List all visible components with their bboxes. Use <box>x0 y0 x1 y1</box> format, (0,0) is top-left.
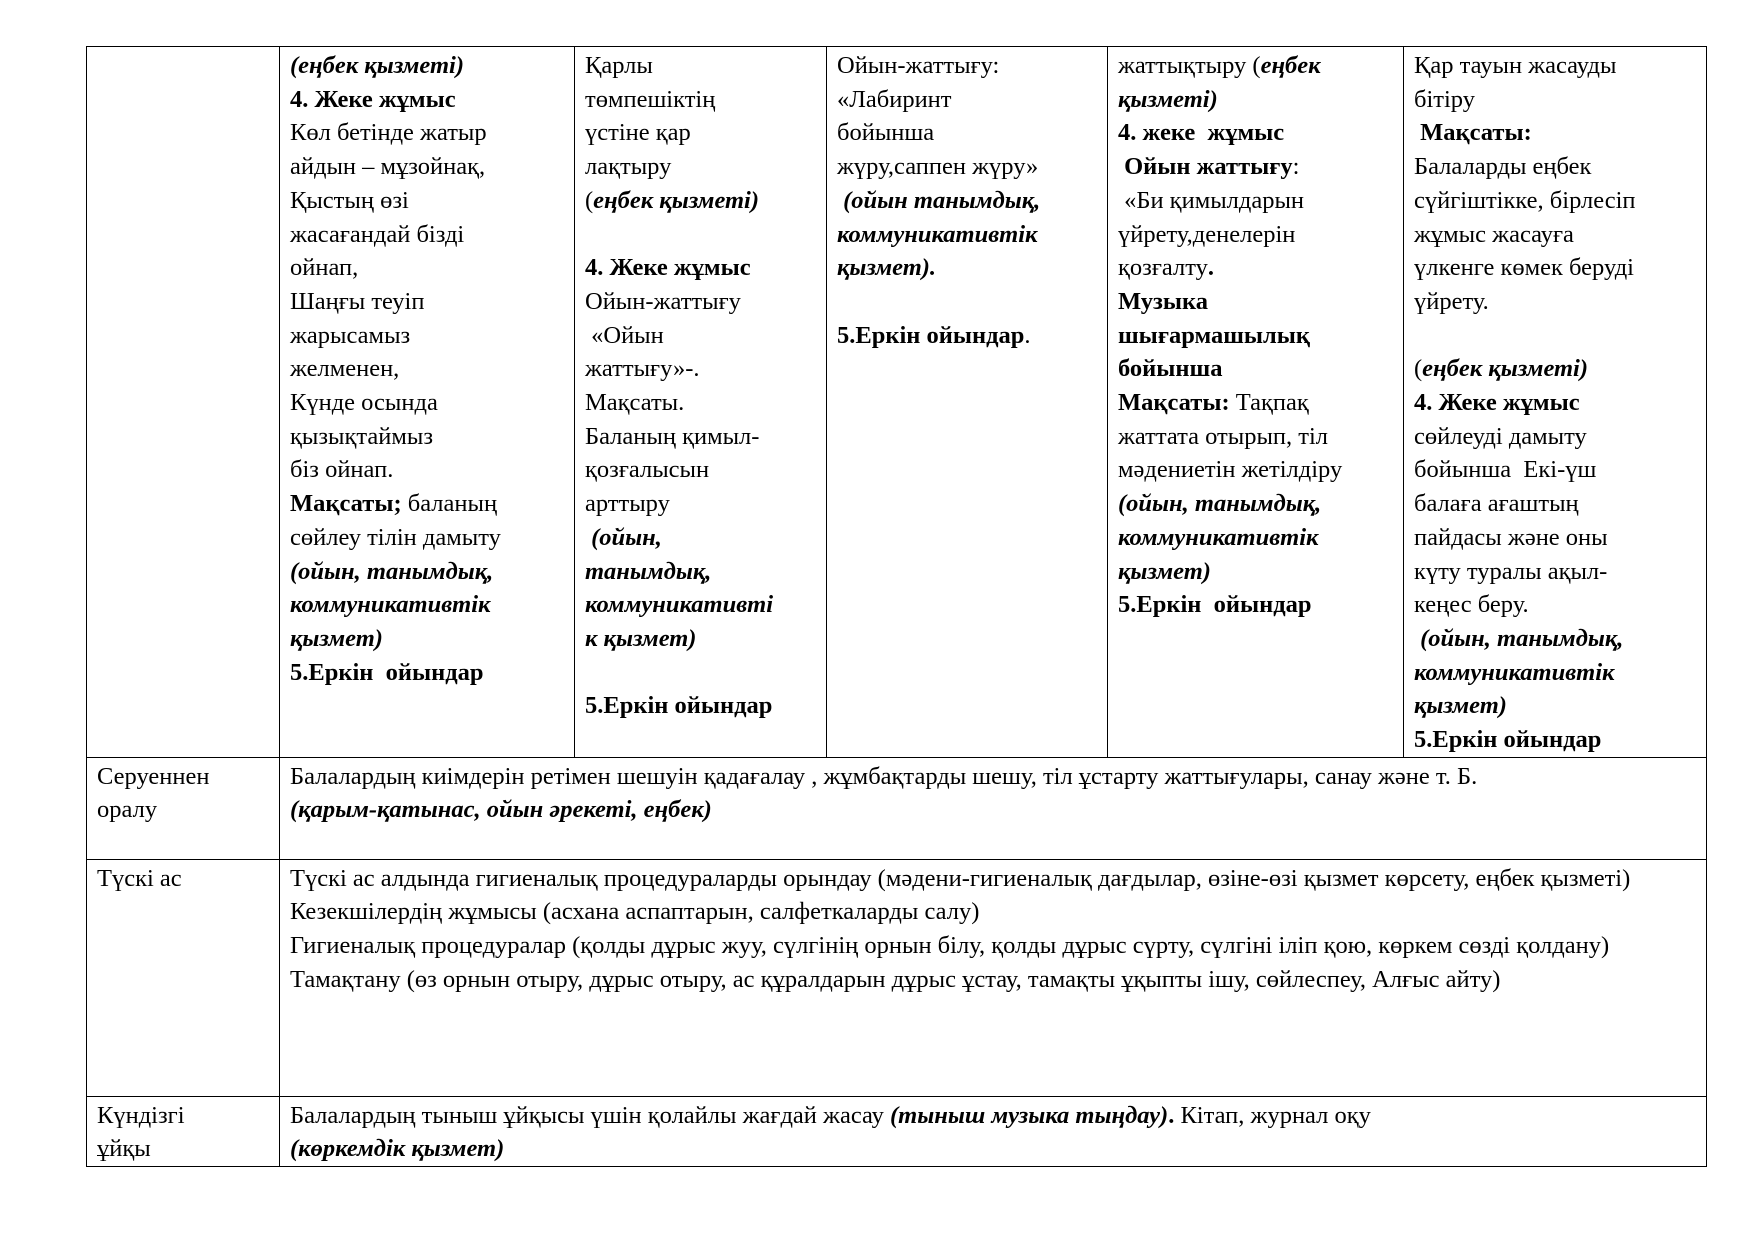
row-label <box>87 757 280 859</box>
task-line: пайдасы және оны <box>1414 523 1608 551</box>
activity-type-line: (ойын, танымдық, <box>1118 490 1322 518</box>
activity-type-line: (көркемдік қызмет) <box>290 1135 505 1163</box>
exercise-line: Ойын-жаттығу <box>585 287 741 315</box>
goal-line: сүйгіштікке, бірлесіп <box>1414 186 1636 214</box>
activity-cell-4 <box>1108 47 1404 758</box>
row-label-line: Түскі ас <box>97 864 182 892</box>
task-line: сөйлеуді дамыту <box>1414 422 1587 450</box>
work-activity-label <box>1414 352 1696 386</box>
poem-line: қызықтаймыз <box>290 422 434 450</box>
exercise-text: қозғалту <box>1118 254 1208 282</box>
exercise-line: үйрету,денелерін <box>1118 220 1296 248</box>
work-activity-text: еңбек қызметі) <box>593 186 760 214</box>
activity-type-line: коммуникативтік <box>837 220 1038 248</box>
row-text: Балалардың киімдерін ретімен шешуін қадағалау , жұмбақтарды шешу, тіл ұстарту жаттығулары, санау және т. Б. <box>290 762 1478 790</box>
goal-text: Тақпақ <box>1229 389 1309 417</box>
row-text-end: Кітап, журнал оқу <box>1174 1101 1371 1129</box>
activity-note: (тыныш музыка тыңдау) <box>890 1101 1169 1129</box>
row-text: Түскі ас алдында гигиеналық процедураларды орындау (мәдени-гигиеналық дағдылар, өзіне-өзі қызмет көрсету, еңбек қызметі) <box>290 864 1631 892</box>
poem-line: желменен, <box>290 355 400 383</box>
activity-type-line: коммуникативтік <box>1414 658 1615 686</box>
row-text-plain: Балалардың тыныш ұйқысы үшін қолайлы жағдай жасау <box>290 1101 890 1129</box>
task-line: үстіне қар <box>585 119 691 147</box>
activity-cell-2 <box>575 47 827 758</box>
task-line: лақтыру <box>585 153 672 181</box>
poem-line: Қыстың өзі <box>290 186 409 214</box>
goal-label: Мақсаты: <box>1118 389 1230 417</box>
row-label <box>87 859 280 1096</box>
goal-label: Мақсаты: <box>1414 119 1532 147</box>
paren-open: ( <box>1414 355 1423 383</box>
goal-line: арттыру <box>585 490 670 518</box>
task-line: бітіру <box>1414 85 1475 113</box>
goal-line: үлкенге көмек беруді <box>1414 254 1634 282</box>
work-activity-text: еңбек <box>1260 52 1321 79</box>
free-play-text: 5.Еркін ойындар <box>837 321 1025 349</box>
exercise-line: бойынша <box>837 119 935 147</box>
goal-line: қозғалысын <box>585 456 710 484</box>
activity-type-line: қызмет) <box>1414 692 1507 720</box>
period: . <box>1024 321 1031 349</box>
activity-type-line: қызмет) <box>290 624 383 652</box>
activity-type-line: (ойын танымдық, <box>837 186 1041 214</box>
goal-label: Мақсаты. <box>585 389 685 417</box>
goal-line: үйрету. <box>1414 287 1489 315</box>
goal-line: сөйлеу тілін дамыту <box>290 523 501 551</box>
music-heading: бойынша <box>1118 355 1223 383</box>
period: . <box>1207 254 1214 282</box>
work-activity-label: (еңбек қызметі) <box>290 52 465 79</box>
row-label-line: ұйқы <box>97 1135 151 1163</box>
activity-cell-5 <box>1404 47 1707 758</box>
row-label <box>87 1096 280 1166</box>
goal-line: Балаларды еңбек <box>1414 153 1592 181</box>
goal-line <box>290 487 564 521</box>
goal-line: жаттата отырып, тіл <box>1118 422 1329 450</box>
row-label-empty <box>87 47 280 758</box>
task-text: жаттықтыру ( <box>1118 52 1261 79</box>
individual-work-heading: 4. жеке жұмыс <box>1118 119 1285 147</box>
exercise-line <box>1118 251 1393 285</box>
row-label-line: Күндізгі <box>97 1101 185 1129</box>
row-text: Гигиеналық процедуралар (қолды дұрыс жуу, сүлгінің орнын білу, қолды дұрыс сүрту, сүлгіні іліп қою, көркем сөзді қолдану) <box>290 932 1610 960</box>
poem-line: біз ойнап. <box>290 456 394 484</box>
task-line: Қарлы <box>585 52 653 79</box>
poem-line: жасағандай бізді <box>290 220 465 248</box>
task-line: күту туралы ақыл- <box>1414 557 1608 585</box>
free-play-heading: 5.Еркін ойындар <box>585 692 773 720</box>
activity-cell-3 <box>827 47 1108 758</box>
task-line: балаға ағаштың <box>1414 490 1579 518</box>
schedule-table <box>86 46 1707 1167</box>
poem-line: ойнап, <box>290 254 359 282</box>
blank-line <box>585 656 816 690</box>
activity-type-line: қызмет) <box>1118 557 1211 585</box>
row-label-line: оралу <box>97 796 158 824</box>
exercise-heading: Ойын жаттығу <box>1118 153 1293 181</box>
task-line <box>1118 49 1393 83</box>
activity-type-line: коммуникативті <box>585 591 774 619</box>
paren-open: ( <box>585 186 594 214</box>
exercise-heading-line <box>1118 150 1393 184</box>
individual-work-heading: 4. Жеке жұмыс <box>290 85 456 113</box>
work-activity-text: қызметі) <box>1118 85 1218 113</box>
music-heading: шығармашылық <box>1118 321 1311 349</box>
period: . <box>1168 1101 1175 1129</box>
poem-line: жарысамыз <box>290 321 411 349</box>
work-activity-label <box>585 184 816 218</box>
row-content <box>280 757 1707 859</box>
work-activity-text: еңбек қызметі) <box>1422 355 1589 383</box>
goal-line: мәдениетін жетілдіру <box>1118 456 1343 484</box>
return-from-walk-row <box>87 757 1707 859</box>
blank-line <box>1414 319 1696 353</box>
poem-line: айдын – мұзойнақ, <box>290 153 486 181</box>
activity-type-line: танымдық, <box>585 557 712 585</box>
goal-line <box>1118 386 1393 420</box>
activity-type-line: (ойын, танымдық, <box>1414 624 1624 652</box>
row-text: Тамақтану (өз орнын отыру, дұрыс отыру, ас құралдарын дұрыс ұстау, тамақты ұқыпты ішу, сөйлеспеу, Алғыс айту) <box>290 965 1501 993</box>
activity-type-line: к қызмет) <box>585 624 697 652</box>
music-heading: Музыка <box>1118 287 1209 315</box>
free-play-heading: 5.Еркін ойындар <box>1414 726 1602 754</box>
task-line: кеңес беру. <box>1414 591 1529 619</box>
exercise-line: «Ойын <box>585 321 664 349</box>
row-content <box>280 1096 1707 1166</box>
blank-line <box>585 218 816 252</box>
task-line: бойынша Екі-үш <box>1414 456 1597 484</box>
goal-text: баланың <box>401 490 498 518</box>
free-play-heading: 5.Еркін ойындар <box>290 658 484 686</box>
exercise-line: «Лабиринт <box>837 85 952 113</box>
activity-type-line: (ойын, танымдық, <box>290 557 494 585</box>
free-play-heading: 5.Еркін ойындар <box>1118 591 1312 619</box>
poem-line: Көл бетінде жатыр <box>290 119 487 147</box>
row-text: Кезекшілердің жұмысы (асхана аспаптарын, салфеткаларды салу) <box>290 898 980 926</box>
exercise-line: «Би қимылдарын <box>1118 186 1305 214</box>
activity-type-line: (ойын, <box>585 523 662 551</box>
activity-cell-1 <box>280 47 575 758</box>
free-play-heading <box>837 319 1097 353</box>
activity-type-line: коммуникативтік <box>1118 523 1319 551</box>
exercise-line: жаттығу»-. <box>585 355 700 383</box>
exercise-line: Ойын-жаттығу: <box>837 52 1000 79</box>
colon: : <box>1292 153 1300 181</box>
blank-line <box>837 285 1097 319</box>
row-content <box>280 859 1707 1096</box>
task-line: төмпешіктің <box>585 85 716 113</box>
nap-row <box>87 1096 1707 1166</box>
poem-line: Күнде осында <box>290 389 438 417</box>
exercise-line: жүру,саппен жүру» <box>837 153 1039 181</box>
activity-type-line: қызмет). <box>837 254 937 282</box>
goal-label: Мақсаты; <box>290 490 402 518</box>
activity-type-line: коммуникативтік <box>290 591 491 619</box>
activity-type-line: (қарым-қатынас, ойын әрекеті, еңбек) <box>290 796 712 824</box>
task-line: Қар тауын жасауды <box>1414 52 1617 79</box>
goal-line: жұмыс жасауға <box>1414 220 1574 248</box>
row-label-line: Серуеннен <box>97 762 210 790</box>
individual-work-heading: 4. Жеке жұмыс <box>585 254 751 282</box>
poem-line: Шаңғы теуіп <box>290 287 425 315</box>
goal-line: Баланың қимыл- <box>585 422 760 450</box>
individual-work-heading: 4. Жеке жұмыс <box>1414 389 1580 417</box>
row-text <box>290 1099 1696 1133</box>
activities-row <box>87 47 1707 758</box>
lunch-row <box>87 859 1707 1096</box>
